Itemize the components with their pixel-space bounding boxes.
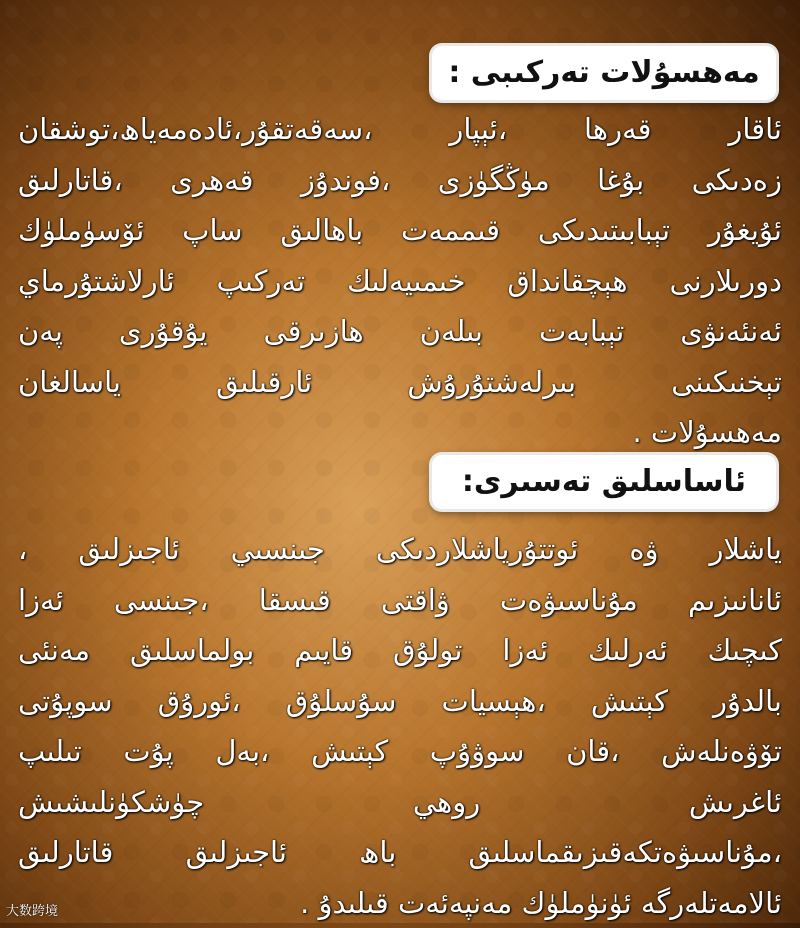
section-title-ingredients: مەھسۇلات تەركىبى : <box>432 46 776 100</box>
text-line: بالدۇر كېتىش ،ھېسيات سۇسلۇق ،ئورۇق سوپۇتى <box>18 676 782 727</box>
text-line: ئانانىزىم مۇناسىۋەت ۋاقتى قىسقا ،جىنسى ئەزا <box>18 575 782 626</box>
text-line: مەھسۇلات . <box>18 407 782 458</box>
text-line: تېخنىكىنى بىرلەشتۇرۇش ئارقىلىق ياسالغان <box>18 357 782 408</box>
text-line: كىچىك ئەرلىك ئەزا تولۇق قايىم بولماسلىق مەنئى <box>18 625 782 676</box>
text-line: ئۇيغۇر تېبابىتىدىكى قىممەت باھالىق ساپ ئۆسۈملۈك <box>18 205 782 256</box>
ingredients-paragraph <box>18 104 782 458</box>
text-line: ئالامەتلەرگە ئۈنۈملۈك مەنپەئەت قىلىدۇ . <box>18 878 782 928</box>
text-line: ،مۇناسىۋەتكەقىزىقماسلىق باھ ئاجىزلىق قاتارلىق <box>18 827 782 878</box>
text-line: ياشلار ۋە ئوتتۇرياشلاردىكى جىنسىي ئاجىزلىق ، <box>18 524 782 575</box>
section-title-effects: ئاساسلىق تەسىرى: <box>432 455 776 509</box>
text-line: دورىلارنى ھېچقانداق خىمىيەلىك تەركىپ ئارلاشتۇرماي <box>18 256 782 307</box>
effects-paragraph <box>18 524 782 928</box>
text-line: ئاغرىش روھي چۈشكۈنلىشىش <box>18 777 782 828</box>
text-line: ئاقار قەرھا ،ئېپار ،سەقەتقۇر،ئادەمەياھ،توشقان <box>18 104 782 155</box>
text-line: تۆۋەنلەش ،قان سوۋۇپ كېتىش ،بەل پۇت تىلىپ <box>18 726 782 777</box>
text-line: زەدىكى بۇغا مۈڭگۈزى ،فوندۇز قەھرى ،قاتارلىق <box>18 155 782 206</box>
watermark-logo: 大数跨境 <box>6 900 58 919</box>
text-line: ئەنئەنۋى تېبابەت بىلەن ھازىرقى يۇقۇرى پەن <box>18 306 782 357</box>
